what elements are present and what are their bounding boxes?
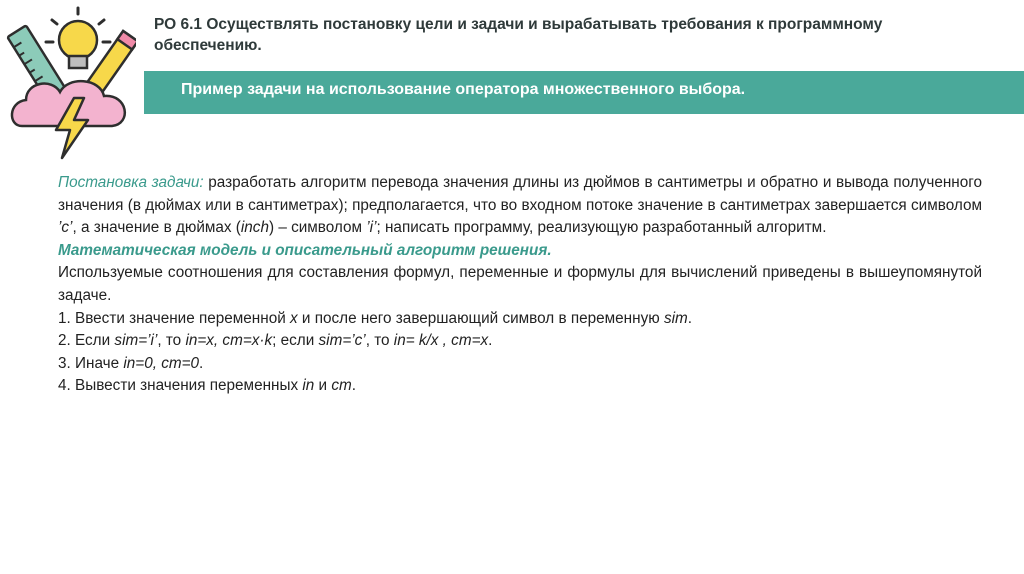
step-3: 3. Иначе in=0, cm=0.: [58, 354, 204, 372]
step-2: 2. Если sim=’i’, то in=x, cm=x·k; если sim=’c’, то in= k/x , cm=x.: [58, 332, 493, 350]
task-paragraph: Постановка задачи: разработать алгоритм перевода значения длины из дюймов в сантиметры и обратно и вывода полученного значения (в дюймах или в сантиметрах); предполагается, что во входном потоке значение в сантиметрах завершается символом ’c’, а значение в дюймах (inch) – символом ’i’; написать программу, реализующую разработанный алгоритм.: [58, 174, 982, 237]
task-label: Постановка задачи:: [58, 174, 204, 191]
ideas-logo-icon: [6, 4, 136, 162]
section-title: Пример задачи на использование оператора множественного выбора.: [181, 81, 746, 98]
page-title: РО 6.1 Осуществлять постановку цели и задачи и вырабатывать требования к программному обеспечению.: [154, 16, 883, 54]
model-paragraph: Используемые соотношения для составления формул, переменные и формулы для вычислений приведены в вышеупомянутой задаче.: [58, 264, 982, 304]
step-4: 4. Вывести значения переменных in и cm.: [58, 377, 356, 395]
step-1: 1. Ввести значение переменной x и после него завершающий символ в переменную sim.: [58, 309, 692, 327]
content-body: [58, 172, 982, 398]
model-heading: Математическая модель и описательный алгоритм решения.: [58, 241, 552, 259]
